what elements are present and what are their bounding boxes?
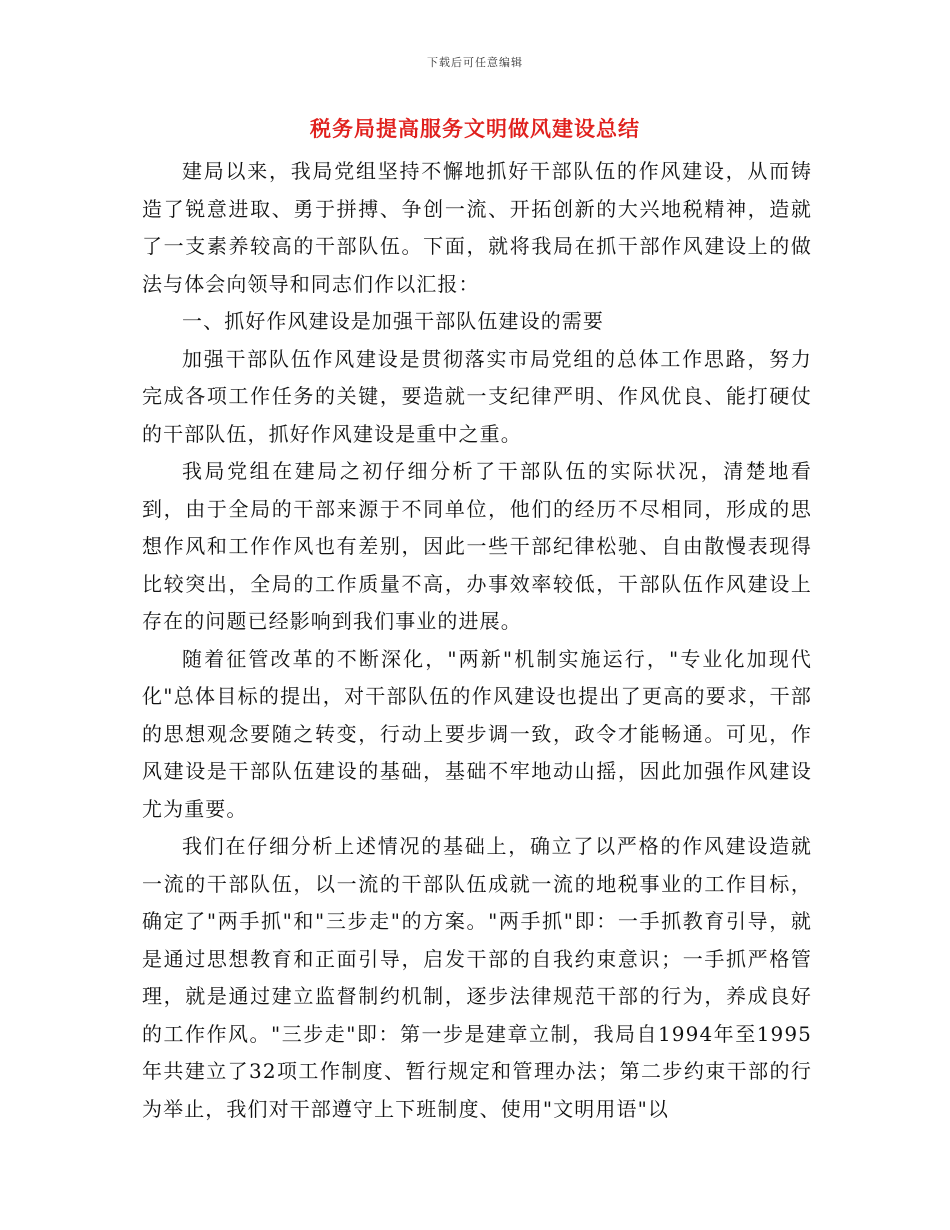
- document-title: 税务局提高服务文明做风建设总结: [310, 116, 640, 141]
- paragraph: 加强干部队伍作风建设是贯彻落实市局党组的总体工作思路，努力完成各项工作任务的关键，要造就一支纪律严明、作风优良、能打硬仗的干部队伍，抓好作风建设是重中之重。: [142, 346, 812, 446]
- document-body: [142, 153, 812, 1128]
- section-heading: 一、抓好作风建设是加强干部队伍建设的需要: [182, 309, 604, 333]
- paragraph: 随着征管改革的不断深化，"两新"机制实施运行，"专业化加现代化"总体目标的提出，对干部队伍的作风建设也提出了更高的要求，干部的思想观念要随之转变，行动上要步调一致，政令才能畅通。可见，作风建设是干部队伍建设的基础，基础不牢地动山摇，因此加强作风建设尤为重要。: [142, 646, 812, 821]
- paragraph: 我们在仔细分析上述情况的基础上，确立了以严格的作风建设造就一流的干部队伍，以一流的干部队伍成就一流的地税事业的工作目标，确定了"两手抓"和"三步走"的方案。"两手抓"即：一手抓教育引导，就是通过思想教育和正面引导，启发干部的自我约束意识；一手抓严格管理，就是通过建立监督制约机制，逐步法律规范干部的行为，养成良好的工作作风。"三步走"即：第一步是建章立制，我局自1994年至1995年共建立了32项工作制度、暂行规定和管理办法；第二步约束干部的行为举止，我们对干部遵守上下班制度、使用"文明用语"以: [142, 834, 812, 1121]
- header-note: 下载后可任意编辑: [427, 56, 523, 69]
- paragraph: 我局党组在建局之初仔细分析了干部队伍的实际状况，清楚地看到，由于全局的干部来源于不同单位，他们的经历不尽相同，形成的思想作风和工作作风也有差别，因此一些干部纪律松驰、自由散慢表现得比较突出，全局的工作质量不高，办事效率较低，干部队伍作风建设上存在的问题已经影响到我们事业的进展。: [142, 459, 812, 633]
- paragraph-intro: 建局以来，我局党组坚持不懈地抓好干部队伍的作风建设，从而铸造了锐意进取、勇于拼搏、争创一流、开拓创新的大兴地税精神，造就了一支素养较高的干部队伍。下面，就将我局在抓干部作风建设上的做法与体会向领导和同志们作以汇报：: [142, 159, 812, 296]
